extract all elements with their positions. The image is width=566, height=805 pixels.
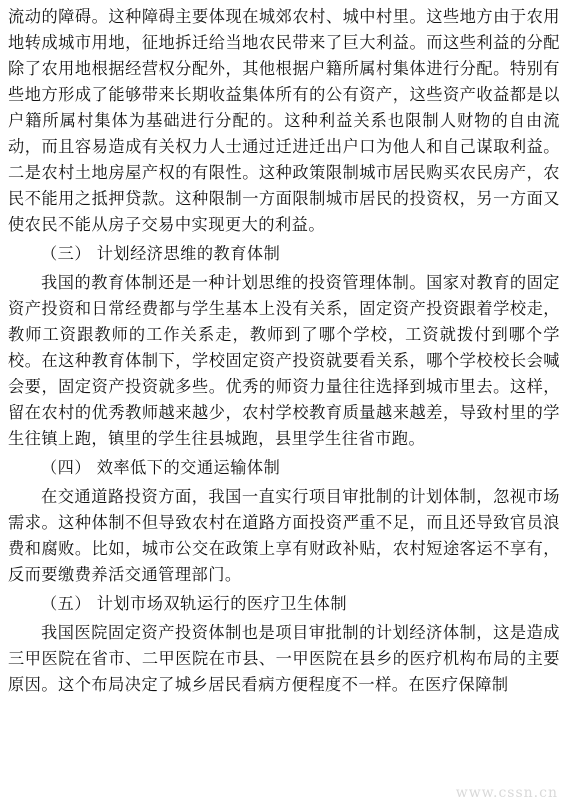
- section-heading-transport: （四） 效率低下的交通运输体制: [41, 458, 281, 477]
- document-page: [8, 4, 560, 698]
- paragraph-healthcare: 我国医院固定资产投资体制也是项目审批制的计划经济体制，这是造成三甲医院在省市、二甲医院在市县、一甲医院在县乡的医疗机构布局的主要原因。这个布局决定了城乡居民看病方便程度不一样。在医疗保障制: [8, 623, 560, 694]
- section-heading-healthcare: （五） 计划市场双轨运行的医疗卫生体制: [41, 594, 348, 613]
- section-heading-education: （三） 计划经济思维的教育体制: [41, 244, 281, 263]
- paragraph-transport: 在交通道路投资方面，我国一直实行项目审批制的计划体制，忽视市场需求。这种体制不但导致农村在道路方面投资严重不足，而且还导致官员浪费和腐败。比如，城市公交在政策上享有财政补贴，农村短途客运不享有，反而要缴费养活交通管理部门。: [8, 487, 560, 584]
- paragraph-land-rights: 流动的障碍。这种障碍主要体现在城郊农村、城中村里。这些地方由于农用地转成城市用地，征地拆迁给当地农民带来了巨大利益。而这些利益的分配除了农用地根据经营权分配外，其他根据户籍所属村集体进行分配。特别有些地方形成了能够带来长期收益集体所有的公有资产，这些资产收益都是以户籍所属村集体为基础进行分配的。这种利益关系也限制人财物的自由流动，而且容易造成有关权力人士通过迁进迁出户口为他人和自己谋取利益。二是农村土地房屋产权的有限性。这种政策限制城市居民购买农民房产，农民不能用之抵押贷款。这种限制一方面限制城市居民的投资权，另一方面又使农民不能从房子交易中实现更大的利益。: [8, 7, 560, 234]
- paragraph-education: 我国的教育体制还是一种计划思维的投资管理体制。国家对教育的固定资产投资和日常经费都与学生基本上没有关系，固定资产投资跟着学校走，教师工资跟教师的工作关系走，教师到了哪个学校，工资就拨付到哪个学校。在这种教育体制下，学校固定资产投资就要看关系，哪个学校校长会喊会要，固定资产投资就多些。优秀的师资力量往往选择到城市里去。这样，留在农村的优秀教师越来越少，农村学校教育质量越来越差，导致村里的学生往镇上跑，镇里的学生往县城跑，县里学生往省市跑。: [8, 273, 560, 448]
- watermark-text: www.cssn.cn: [455, 785, 558, 801]
